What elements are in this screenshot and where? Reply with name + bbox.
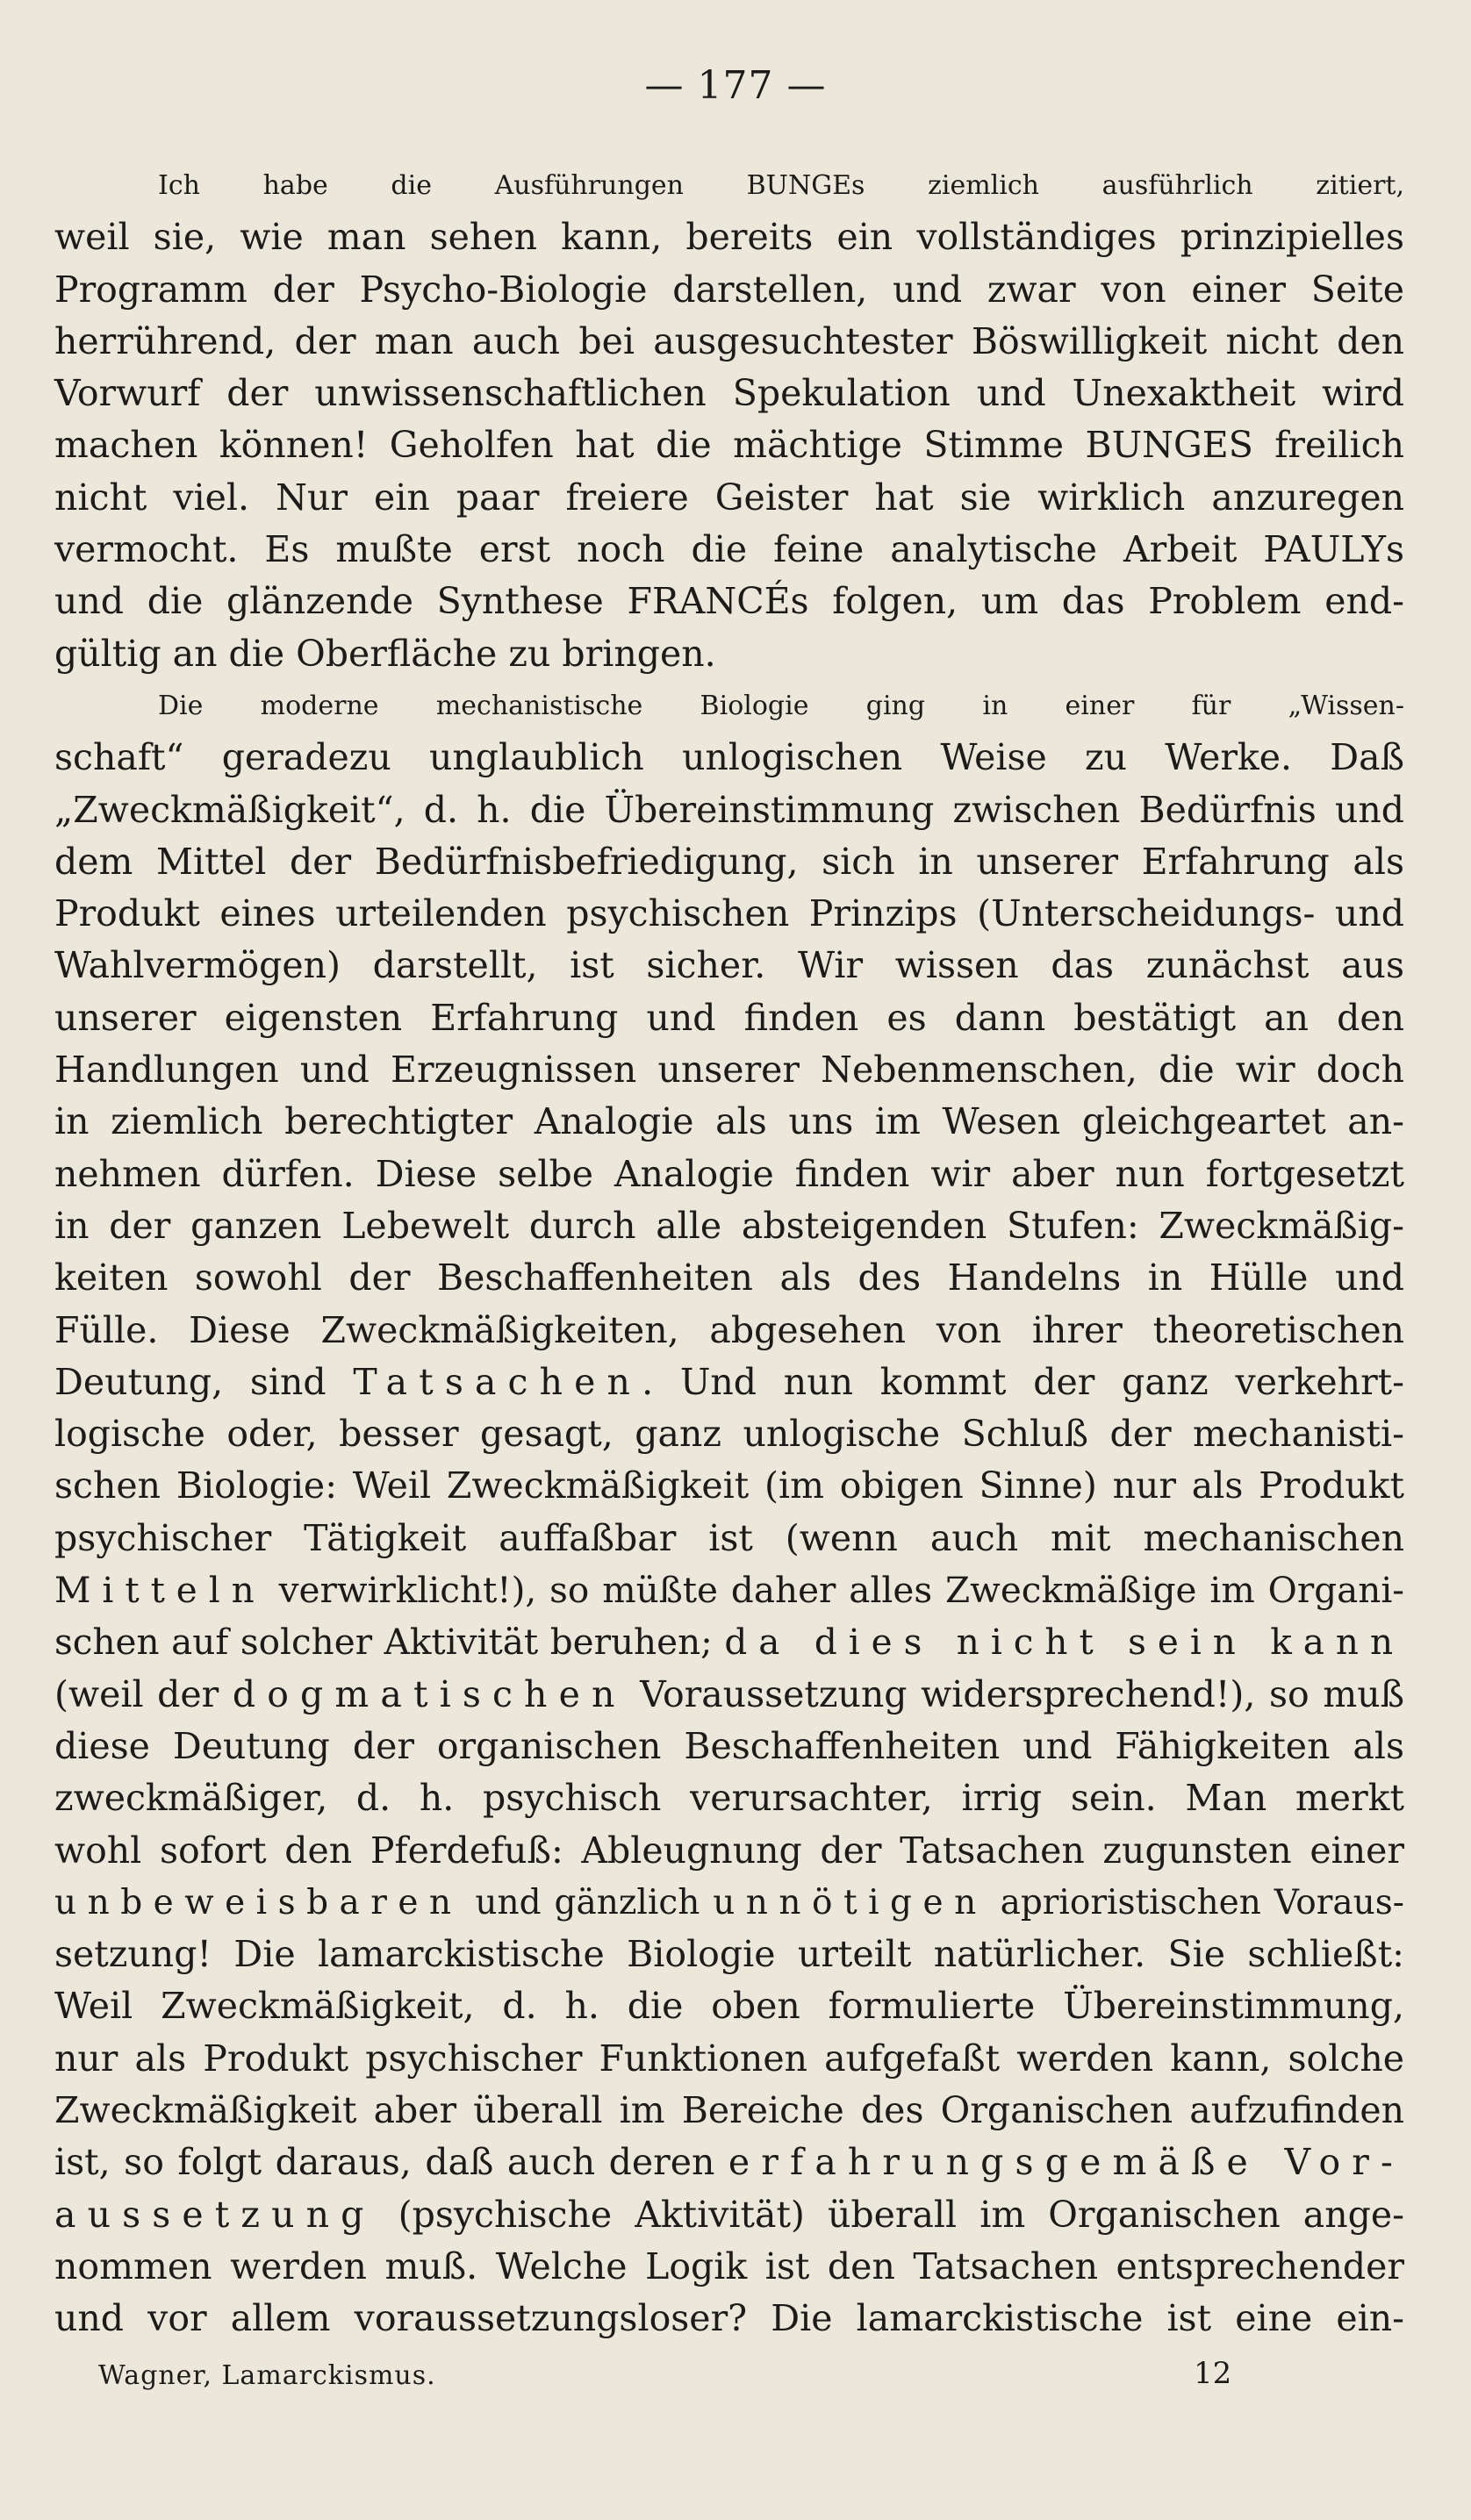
text-line: nehmen dürfen. Diese selbe Analogie finden wir aber nun fortgesetzt xyxy=(54,1152,1404,1195)
text-line: machen können! Geholfen hat die mächtige Stimme BUNGES freilich xyxy=(54,424,1404,467)
spaced-emphasis: dogmatischen xyxy=(232,1672,627,1715)
text-line: keiten sowohl der Beschaffenheiten als des Handelns in Hülle und xyxy=(54,1256,1404,1299)
text-run: Deutung, sind xyxy=(54,1360,354,1403)
text-line: zweckmäßiger, d. h. psychisch verursachter, irrig sein. Man merkt xyxy=(54,1777,1404,1820)
page-number: — 177 — xyxy=(644,63,827,108)
text-run: verwirklicht!), so müßte daher alles Zweckmäßige im Organi- xyxy=(265,1569,1404,1612)
text-line: nicht viel. Nur ein paar freiere Geister hat sie wirklich anzuregen xyxy=(54,476,1404,519)
text-line: in der ganzen Lebewelt durch alle absteigenden Stufen: Zweckmäßig- xyxy=(54,1204,1404,1247)
text-line: und die glänzende Synthese FRANCÉs folgen, um das Problem end- xyxy=(54,580,1404,623)
text-line: schaft“ geradezu unglaublich unlogischen Weise zu Werke. Daß xyxy=(54,736,1404,779)
text-line xyxy=(54,1877,1404,1929)
text-line: Programm der Psycho-Biologie darstellen, und zwar von einer Seite xyxy=(54,268,1404,311)
spaced-emphasis: erfahrungsgemäße Vor- xyxy=(728,2141,1404,2184)
text-run: (psychische Aktivität) überall im Organischen ange- xyxy=(375,2193,1404,2236)
text-line: setzung! Die lamarckistische Biologie urteilt natürlicher. Sie schließt: xyxy=(54,1933,1404,1976)
spaced-emphasis: da dies nicht sein kann xyxy=(724,1621,1404,1664)
text-run: schen auf solcher Aktivität beruhen; xyxy=(54,1621,725,1664)
text-line: Fülle. Diese Zweckmäßigkeiten, abgesehen von ihrer theoretischen xyxy=(54,1308,1404,1351)
text-line: schen Biologie: Weil Zweckmäßigkeit (im obigen Sinne) nur als Produkt xyxy=(54,1464,1404,1507)
text-line: diese Deutung der organischen Beschaffenheiten und Fähigkeiten als xyxy=(54,1724,1404,1767)
text-line: herrührend, der man auch bei ausgesuchtester Böswilligkeit nicht den xyxy=(54,319,1404,362)
text-line: Zweckmäßigkeit aber überall im Bereiche des Organischen aufzufinden xyxy=(54,2088,1404,2131)
text-line: gültig an die Oberfläche zu bringen. xyxy=(54,632,716,675)
text-line: Vorwurf der unwissenschaftlichen Spekulation und Unexaktheit wird xyxy=(54,372,1404,415)
text-line: unserer eigensten Erfahrung und finden es dann bestätigt an den xyxy=(54,996,1404,1039)
text-line: dem Mittel der Bedürfnisbefriedigung, sich in unserer Erfahrung als xyxy=(54,840,1404,883)
text-line: „Zweckmäßigkeit“, d. h. die Übereinstimmung zwischen Bedürfnis und xyxy=(54,788,1404,831)
text-run: und gänzlich xyxy=(462,1882,714,1922)
spaced-emphasis: unbeweisbaren xyxy=(54,1882,463,1922)
text-line: Weil Zweckmäßigkeit, d. h. die oben formulierte Übereinstimmung, xyxy=(54,1985,1404,2028)
spaced-emphasis: aussetzung xyxy=(54,2193,376,2236)
text-line: Produkt eines urteilenden psychischen Prinzips (Unterscheidungs- und xyxy=(54,892,1404,935)
text-line: und vor allem voraussetzungsloser? Die lamarckistische ist eine ein- xyxy=(54,2297,1404,2340)
sheet-number: 12 xyxy=(1194,2356,1232,2391)
text-line xyxy=(54,2137,1404,2188)
spaced-emphasis: unnötigen xyxy=(713,1882,987,1922)
text-line: Ich habe die Ausführungen BUNGEs ziemlich ausführlich zitiert, xyxy=(158,170,1404,201)
text-run: ist, so folgt daraus, daß auch deren xyxy=(54,2141,728,2184)
text-run: aprioristischen Voraus- xyxy=(987,1882,1404,1922)
text-run: Voraussetzung widersprechend!), so muß xyxy=(626,1672,1404,1715)
text-line xyxy=(54,1616,1404,1668)
text-line: psychischer Tätigkeit auffaßbar ist (wenn auch mit mechanischen xyxy=(54,1516,1404,1559)
text-line xyxy=(54,2189,1404,2241)
printer-signature: Wagner, Lamarckismus. xyxy=(98,2360,436,2391)
text-line: Die moderne mechanistische Biologie ging in einer für „Wissen- xyxy=(158,690,1404,721)
spaced-emphasis: Tatsachen xyxy=(353,1360,642,1403)
body-text xyxy=(54,160,1404,2345)
text-run: (weil der xyxy=(54,1672,233,1715)
text-line: vermocht. Es mußte erst noch die feine analytische Arbeit PAULYs xyxy=(54,528,1404,571)
text-line: weil sie, wie man sehen kann, bereits ein vollständiges prinzipielles xyxy=(54,216,1404,259)
text-line: logische oder, besser gesagt, ganz unlogische Schluß der mechanisti- xyxy=(54,1413,1404,1456)
text-line xyxy=(54,1564,1404,1616)
paragraph-2 xyxy=(54,680,1404,2345)
paragraph-1 xyxy=(54,160,1404,680)
text-line: Wahlvermögen) darstellt, ist sicher. Wir wissen das zunächst aus xyxy=(54,944,1404,987)
text-line xyxy=(54,1669,1404,1721)
text-line: in ziemlich berechtigter Analogie als uns im Wesen gleichgeartet an- xyxy=(54,1100,1404,1143)
text-line: nur als Produkt psychischer Funktionen aufgefaßt werden kann, solche xyxy=(54,2037,1404,2080)
text-line: Handlungen und Erzeugnissen unserer Nebenmenschen, die wir doch xyxy=(54,1049,1404,1092)
text-run: . Und nun kommt der ganz verkehrt- xyxy=(642,1360,1404,1403)
text-line: nommen werden muß. Welche Logik ist den Tatsachen entsprechender xyxy=(54,2244,1404,2287)
spaced-emphasis: Mitteln xyxy=(54,1569,266,1612)
text-line: wohl sofort den Pferdefuß: Ableugnung der Tatsachen zugunsten einer xyxy=(54,1829,1404,1872)
text-line xyxy=(54,1357,1404,1408)
